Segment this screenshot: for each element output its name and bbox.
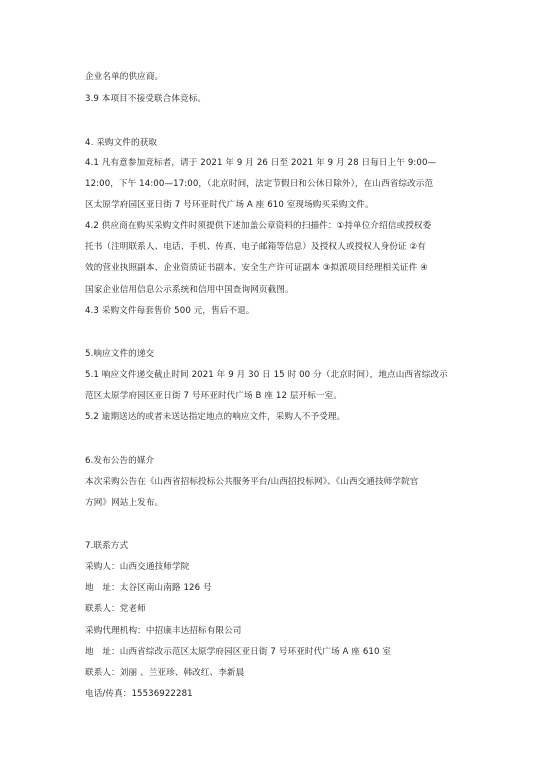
section-heading: 5.响应文件的递交 <box>85 349 155 359</box>
text-line: 4.3 采购文件每套售价 500 元，售后不退。 <box>85 306 255 316</box>
text-line: 采购代理机构：中招康丰达招标有限公司 <box>85 626 242 636</box>
text-line: 地 址：山西省综改示范区太原学府园区亚日街 7 号环亚时代广场 A 座 610 室 <box>85 647 392 657</box>
text-line: 效的营业执照副本、企业资质证书副本、安全生产许可证副本 ③拟派项目经理相关证件 ④ <box>85 263 428 273</box>
text-line: 托书（注明联系人、电话、手机、传真、电子邮箱等信息）及授权人或授权人身份证 ②有 <box>85 242 426 252</box>
text-line: 12:00，下午 14:00—17:00，（北京时间，法定节假日和公休日除外），在山西省综改示范 <box>85 179 434 189</box>
section-heading: 4. 采购文件的获取 <box>85 138 158 148</box>
text-line: 国家企业信用信息公示系统和信用中国查询网页截图。 <box>85 285 294 295</box>
text-line: 地 址：太谷区南山南路 126 号 <box>85 583 212 593</box>
text-line: 4.1 凡有意参加竞标者，请于 2021 年 9 月 26 日至 2021 年 9 月 28 日每日上午 9:00— <box>85 158 437 168</box>
text-line: 联系人：党老师 <box>85 604 146 614</box>
text-line: 企业名单的供应商。 <box>85 72 164 82</box>
text-line: 区太原学府园区亚日街 7 号环亚时代广场 A 座 610 室现场购买采购文件。 <box>85 200 374 210</box>
section-heading: 6.发布公告的媒介 <box>85 456 155 466</box>
text-line: 方网》网站上发布。 <box>85 498 164 508</box>
section-heading: 7.联系方式 <box>85 541 129 551</box>
text-line: 范区太原学府园区亚日街 7 号环亚时代广场 B 座 12 层开标一室。 <box>85 391 343 401</box>
text-line: 5.2 逾期送达的或者未送达指定地点的响应文件，采购人不予受理。 <box>85 412 346 422</box>
text-line: 3.9 本项目不接受联合体竞标。 <box>85 94 207 104</box>
text-line: 本次采购公告在《山西省招标投标公共服务平台/山西招投标网》、《山西交通技师学院官 <box>85 477 419 487</box>
text-line: 5.1 响应文件递交截止时间 2021 年 9 月 30 日 15 时 00 分（北京时间），地点山西省综改示 <box>85 370 448 380</box>
text-line: 4.2 供应商在购买采购文件时须提供下述加盖公章资料的扫描件：①持单位介绍信或授权委 <box>85 221 432 231</box>
text-line: 联系人：刘丽 、兰亚珍、韩改红、李新晨 <box>85 668 245 678</box>
text-line: 电话/传真：15536922281 <box>85 689 193 699</box>
text-line: 采购人：山西交通技师学院 <box>85 562 190 572</box>
